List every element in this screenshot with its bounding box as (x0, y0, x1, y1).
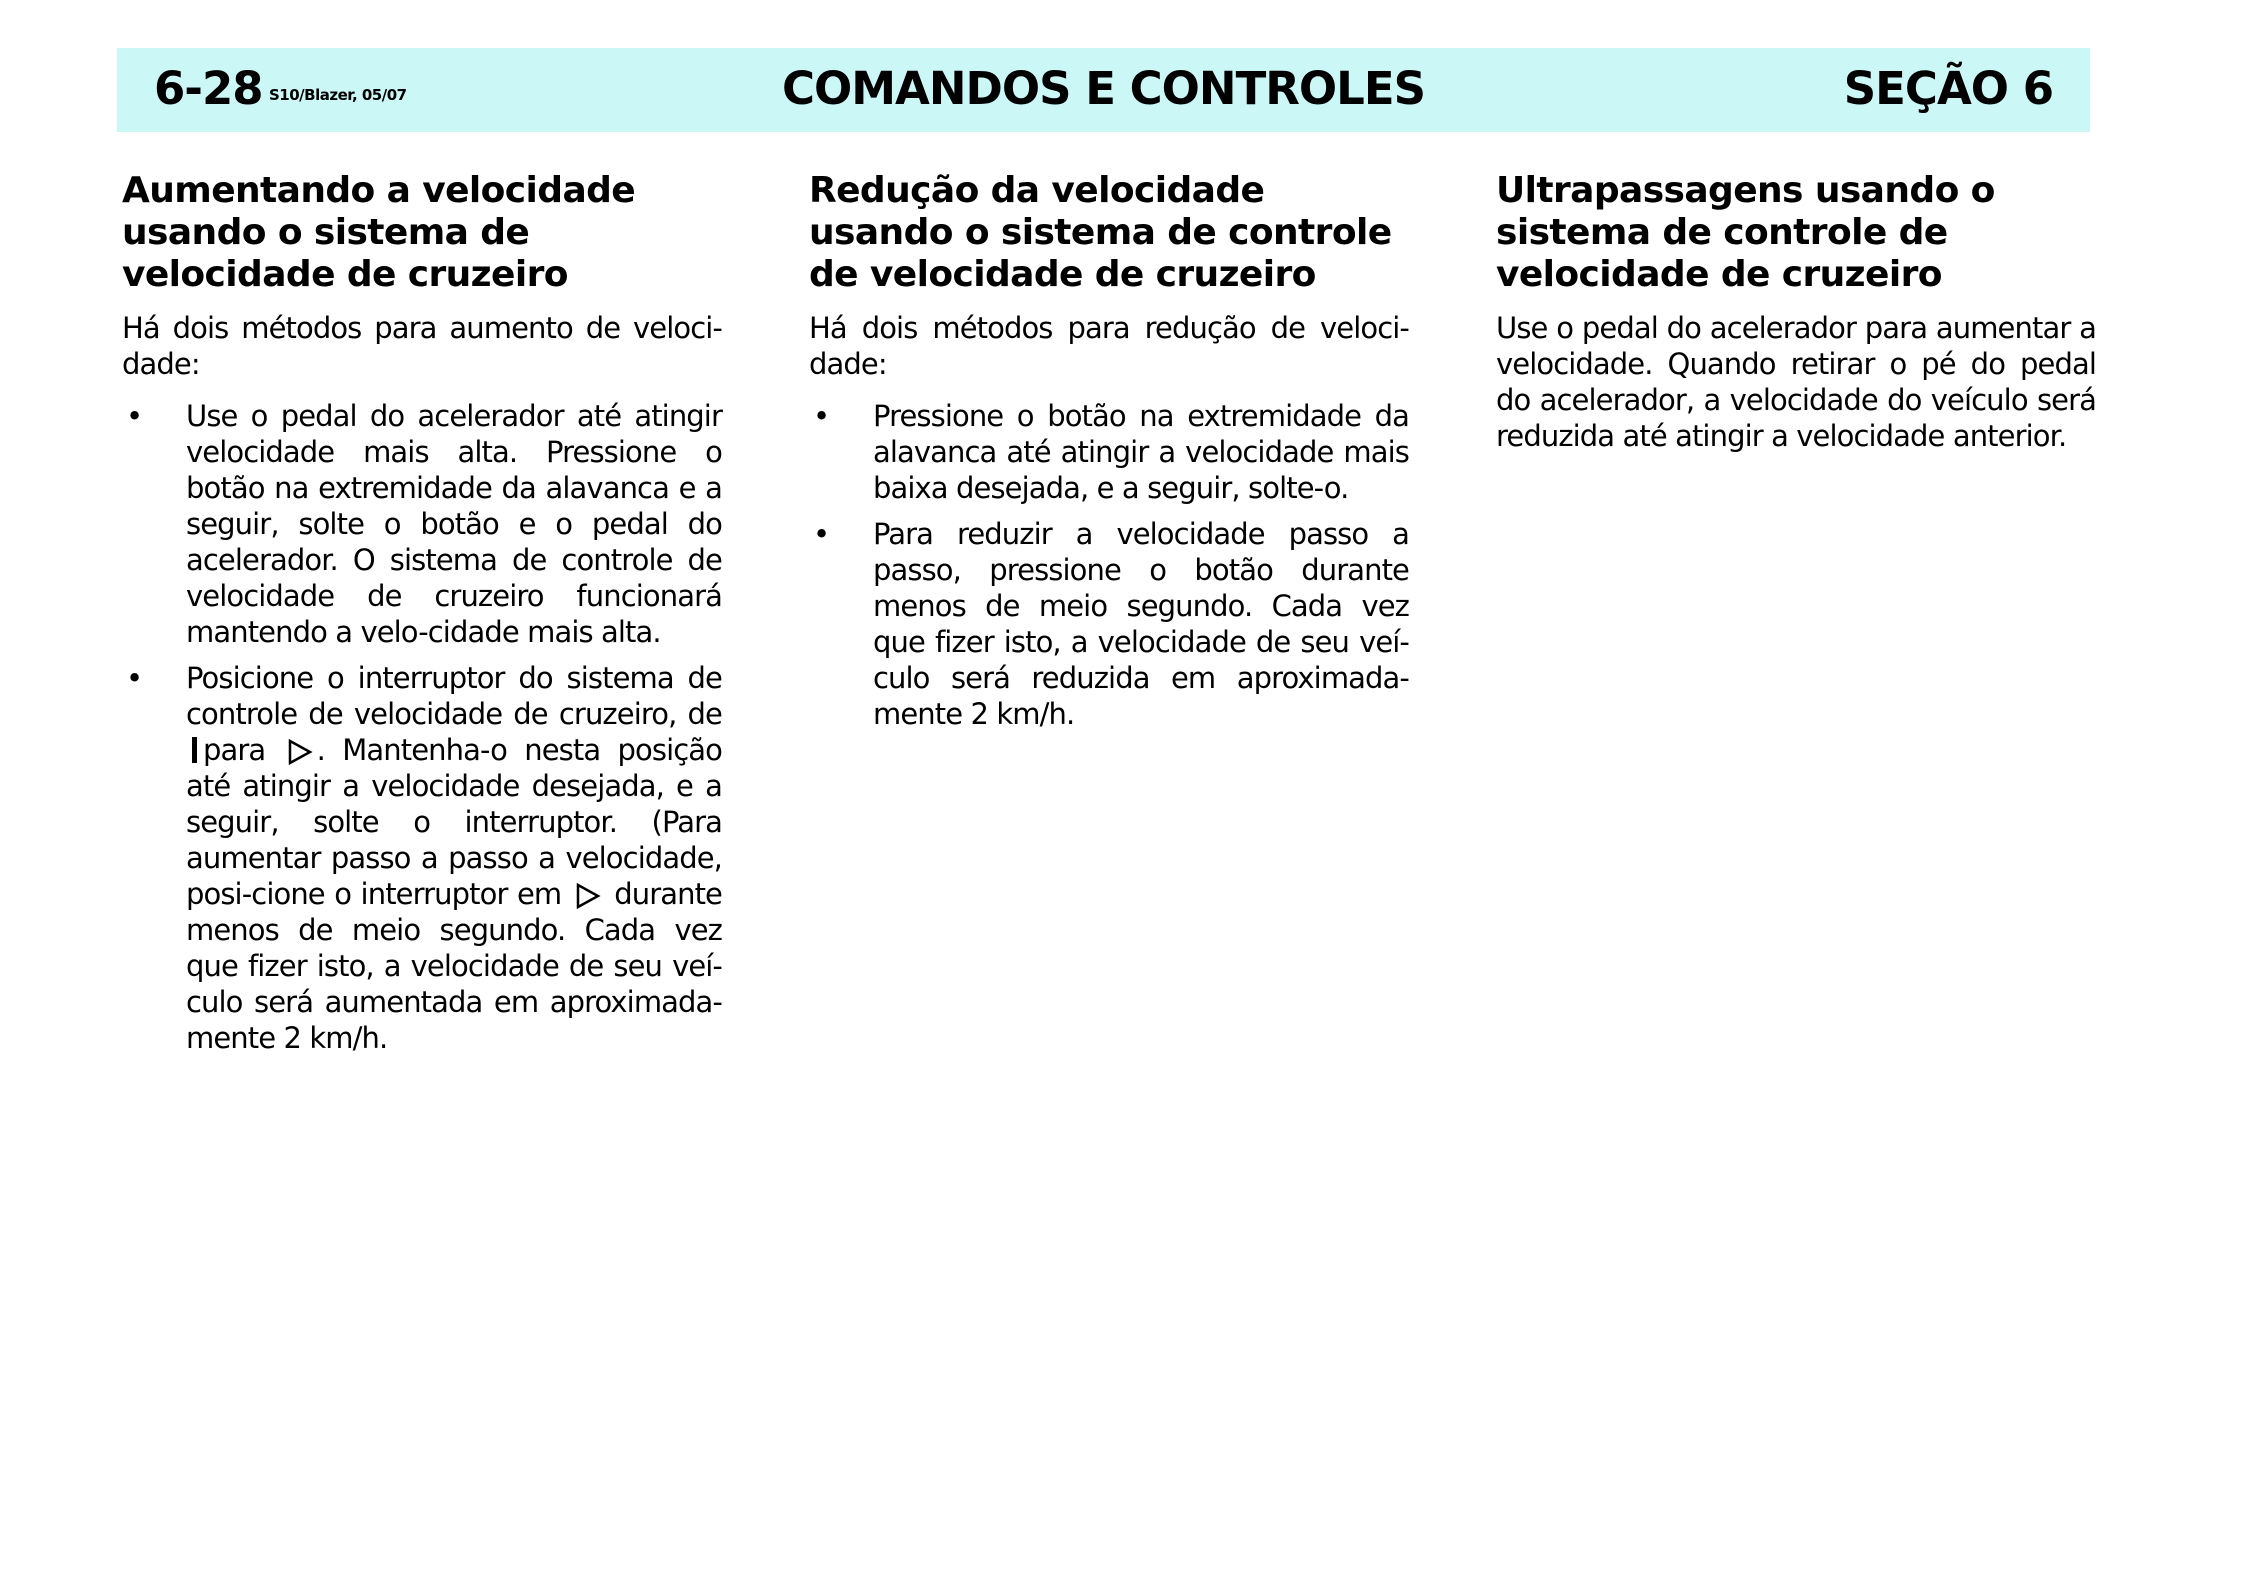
page-number: 6-28 (154, 62, 263, 115)
heading-overtaking: Ultrapassagens usando o sistema de controle de velocidade de cruzeiro (1496, 170, 1995, 295)
switch-off-bar-icon (192, 737, 197, 763)
bullet-symbol: • (126, 661, 143, 695)
column-reduce-speed (809, 170, 1409, 742)
heading-reduce-speed: Redução da velocidade usando o sistema de controle de velocidade de cruzeiro (809, 170, 1392, 295)
body-overtaking: Use o pedal do acelerador para aumentar a velocidade. Quando retirar o pé do pedal do acelerador, a velocidade do veículo será reduzida até atingir a velocidade anterior. (1496, 311, 2096, 453)
list-item (809, 516, 1409, 732)
intro-reduce-speed: Há dois métodos para redução de veloci-dade: (809, 311, 1409, 381)
column-increase-speed (122, 170, 722, 1066)
list-item-text-part3: . Mantenha-o nesta posição até atingir a velocidade desejada, e a seguir, solte o interruptor. (Para aumentar passo a passo a velocidade, posi-cione o interruptor em (186, 733, 722, 911)
list-item (809, 398, 1409, 506)
switch-right-triangle-icon (287, 738, 313, 766)
list-item-text: Para reduzir a velocidade passo a passo, pressione o botão durante menos de meio segundo. Cada vez que fizer isto, a velocidade de seu veí-culo será reduzida em aproximada-mente 2 km/h. (873, 517, 1409, 731)
page-title: COMANDOS E CONTROLES (781, 62, 1425, 115)
bullet-list-reduce-speed (809, 398, 1409, 732)
bullet-list-increase-speed (122, 398, 722, 1056)
header-bar (117, 48, 2090, 132)
list-item-text: Use o pedal do acelerador até atingir velocidade mais alta. Pressione o botão na extremidade da alavanca e a seguir, solte o botão e o pedal do acelerador. O sistema de controle de velocidade de cruzeiro funcionará mantendo a velo-cidade mais alta. (186, 399, 722, 649)
column-overtaking (1496, 170, 2096, 460)
edition-label: S10/Blazer, 05/07 (269, 86, 407, 104)
list-item-text: Pressione o botão na extremidade da alavanca até atingir a velocidade mais baixa desejada, e a seguir, solte-o. (873, 399, 1409, 505)
heading-increase-speed: Aumentando a velocidade usando o sistema de velocidade de cruzeiro (122, 170, 636, 295)
intro-increase-speed: Há dois métodos para aumento de veloci-dade: (122, 311, 722, 381)
list-item-text-part2: para (203, 733, 266, 767)
switch-right-triangle-icon (575, 882, 601, 910)
list-item-text-part1: Posicione o interruptor do sistema de controle de velocidade de cruzeiro, de (186, 661, 722, 731)
bullet-symbol: • (126, 399, 143, 433)
section-label: SEÇÃO 6 (1843, 62, 2053, 115)
list-item (122, 660, 722, 1056)
bullet-symbol: • (813, 517, 830, 551)
bullet-symbol: • (813, 399, 830, 433)
list-item-text-part4: durante menos de meio segundo. Cada vez que fizer isto, a velocidade de seu veí-culo será aumentada em aproximada-mente 2 km/h. (186, 877, 722, 1055)
list-item (122, 398, 722, 650)
